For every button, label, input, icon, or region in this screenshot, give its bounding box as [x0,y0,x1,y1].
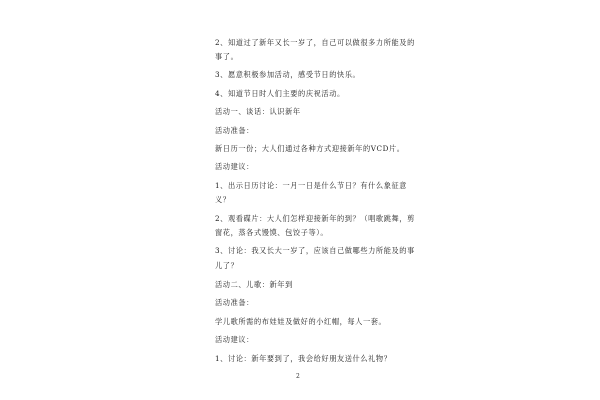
text-line: 2、观看碟片：大人们怎样迎接新年的到？（唱歌跳舞，剪 [215,214,415,223]
page-number: 2 [296,373,300,380]
text-line: 3、讨论：我又长大一岁了，应该自己做哪些力所能及的事 [215,246,415,255]
text-line: 2、知道过了新年又长一岁了，自己可以做很多力所能及的 [215,38,415,47]
text-line: 儿了？ [215,261,239,270]
text-line: 4、知道节日时人们主要的庆祝活动。 [215,89,345,98]
text-line: 1、讨论：新年要到了，我会给好朋友送什么礼物？ [215,354,392,363]
text-line: 事了。 [215,52,239,61]
text-line: 1、出示日历讨论：一月一日是什么节日？有什么象征意 [215,181,408,190]
text-line: 学儿歌所需的布娃娃及做好的小红帽，每人一套。 [215,317,387,326]
subheading: 活动准备： [215,126,254,135]
section-heading: 活动二、儿歌：新年到 [215,280,293,289]
text-line: 窗花，蒸各式馒馍、包饺子等）。 [215,228,329,237]
text-line: 新日历一份；大人们通过各种方式迎接新年的VCD片。 [215,144,405,153]
text-line: 3、愿意积极参加活动，感受节日的快乐。 [215,70,361,79]
section-heading: 活动一、谈话：认识新年 [215,107,301,116]
subheading: 活动建议： [215,335,254,344]
subheading: 活动建议： [215,162,254,171]
subheading: 活动准备： [215,298,254,307]
text-line: 义？ [215,195,231,204]
